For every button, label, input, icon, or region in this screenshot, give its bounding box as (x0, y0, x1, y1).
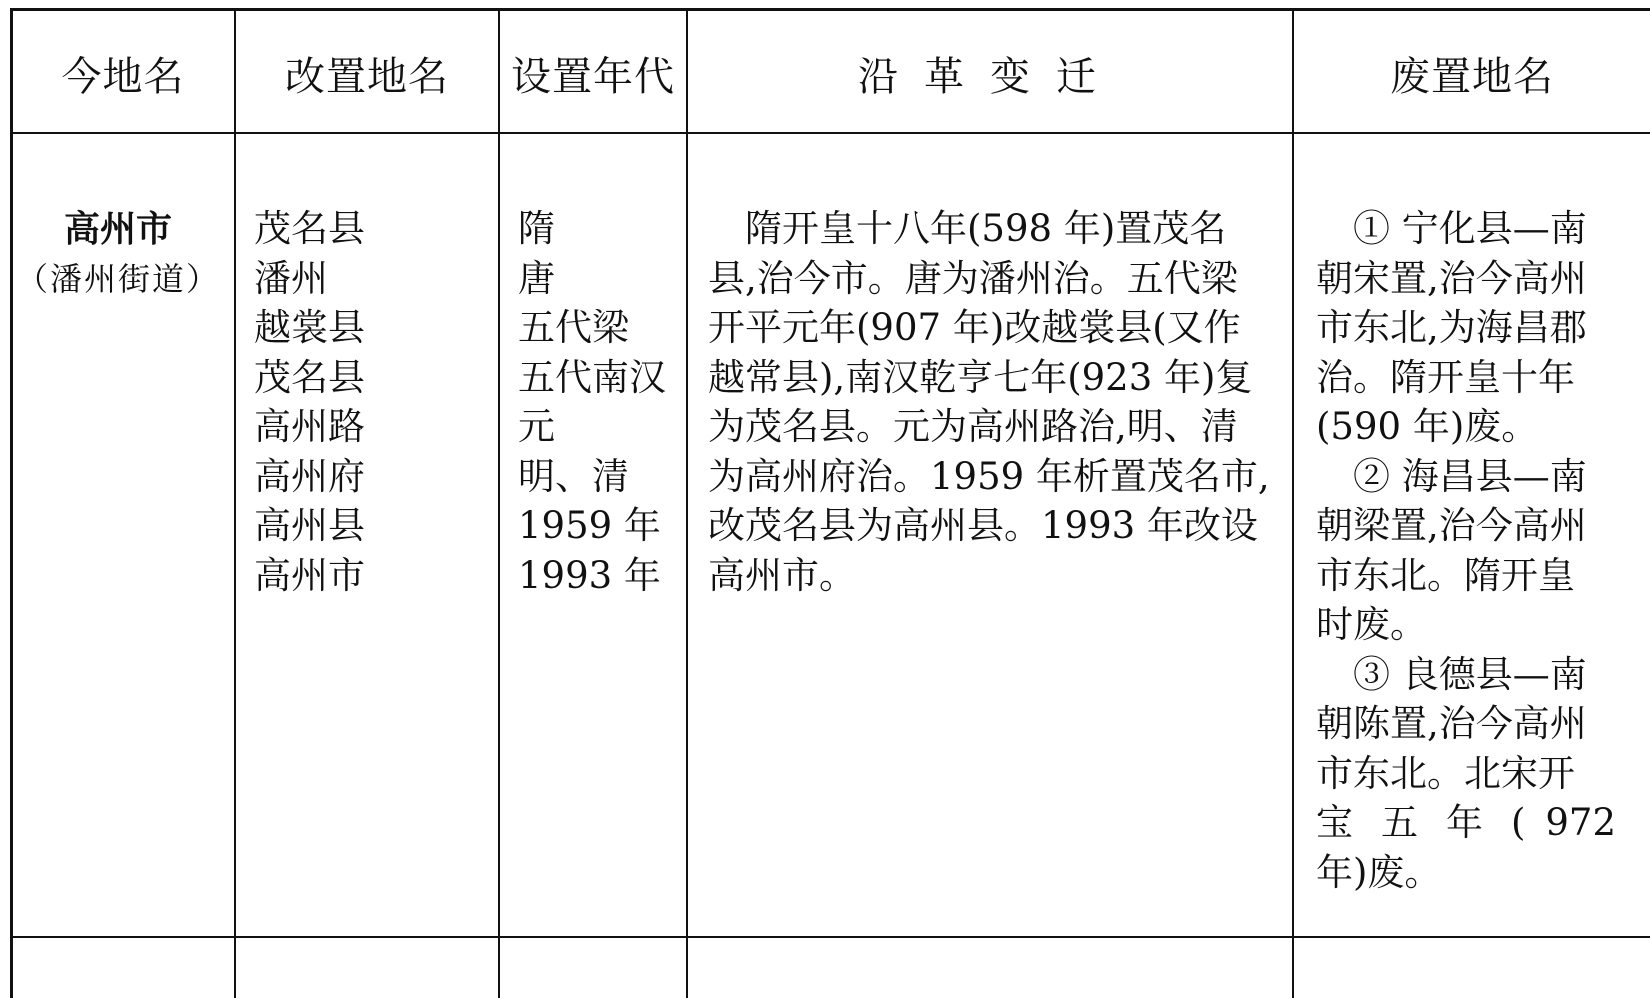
list-item: 1993 年 (518, 553, 661, 597)
abolished-line: 朝陈置,治今高州 (1316, 702, 1587, 745)
history-line: 高州市。 (708, 553, 856, 597)
history-line: 县,治今市。唐为潘州治。五代梁 (708, 256, 1238, 300)
list-item: 高州路 (254, 405, 365, 448)
current-name-cell (14, 204, 222, 304)
list-item: 高州县 (254, 504, 365, 547)
abolished-line: 朝宋置,治今高州 (1316, 256, 1587, 300)
column-divider-1 (234, 8, 236, 998)
list-item: 隋 (518, 207, 555, 250)
abolished-line: ③ 良德县—南 (1316, 652, 1587, 696)
history-line: 越常县),南汉乾亨七年(923 年)复 (708, 355, 1253, 399)
abolished-line: 治。隋开皇十年 (1316, 355, 1575, 399)
column-divider-4 (1292, 8, 1294, 998)
list-item: 茂名县 (254, 355, 365, 399)
list-item: 元 (518, 405, 555, 448)
abolished-line: ② 海昌县—南 (1316, 454, 1587, 498)
list-item: 越裳县 (254, 306, 365, 349)
table-left-border (10, 8, 13, 998)
eras-list (518, 204, 666, 600)
list-item: 明、清 (518, 454, 629, 498)
history-line: 隋开皇十八年(598 年)置茂名 (708, 207, 1227, 250)
header-current-name: 今地名 (61, 53, 185, 100)
header-history: 沿革变迁 (858, 53, 1122, 100)
column-divider-2 (498, 8, 500, 998)
abolished-line: (590 年)废。 (1316, 405, 1539, 448)
abolished-line: 朝梁置,治今高州 (1316, 504, 1587, 547)
changed-names-list (254, 204, 365, 600)
abolished-names-text (1316, 204, 1616, 897)
history-text (708, 204, 1268, 600)
row-divider (10, 936, 1650, 938)
abolished-line: 市东北。北宋开 (1316, 751, 1575, 795)
list-item: 1959 年 (518, 504, 661, 547)
history-line: 为高州府治。1959 年析置茂名市, (708, 454, 1270, 498)
header-established-era: 设置年代 (511, 53, 675, 100)
abolished-line: 宝 五 年 ( 972 (1316, 801, 1616, 844)
abolished-line: 年)废。 (1316, 850, 1442, 894)
abolished-line: 市东北,为海昌郡 (1316, 306, 1587, 349)
abolished-line: 时废。 (1316, 603, 1427, 646)
list-item: 潘州 (254, 256, 328, 300)
abolished-line: ① 宁化县—南 (1316, 207, 1587, 250)
abolished-line: 市东北。隋开皇 (1316, 553, 1575, 597)
header-abolished-name: 废置地名 (1390, 53, 1554, 100)
list-item: 五代南汉 (518, 355, 666, 399)
list-item: 茂名县 (254, 207, 365, 250)
history-line: 为茂名县。元为高州路治,明、清 (708, 405, 1238, 448)
column-divider-3 (686, 8, 688, 998)
list-item: 五代梁 (518, 306, 629, 349)
list-item: 唐 (518, 256, 555, 300)
current-name-subdistrict: （潘州街道） (15, 260, 220, 298)
list-item: 高州市 (254, 553, 365, 597)
current-name: 高州市 (63, 208, 172, 250)
history-line: 开平元年(907 年)改越裳县(又作 (708, 306, 1241, 349)
header-changed-name: 改置地名 (285, 53, 449, 100)
list-item: 高州府 (254, 454, 365, 498)
history-line: 改茂名县为高州县。1993 年改设 (708, 504, 1258, 547)
